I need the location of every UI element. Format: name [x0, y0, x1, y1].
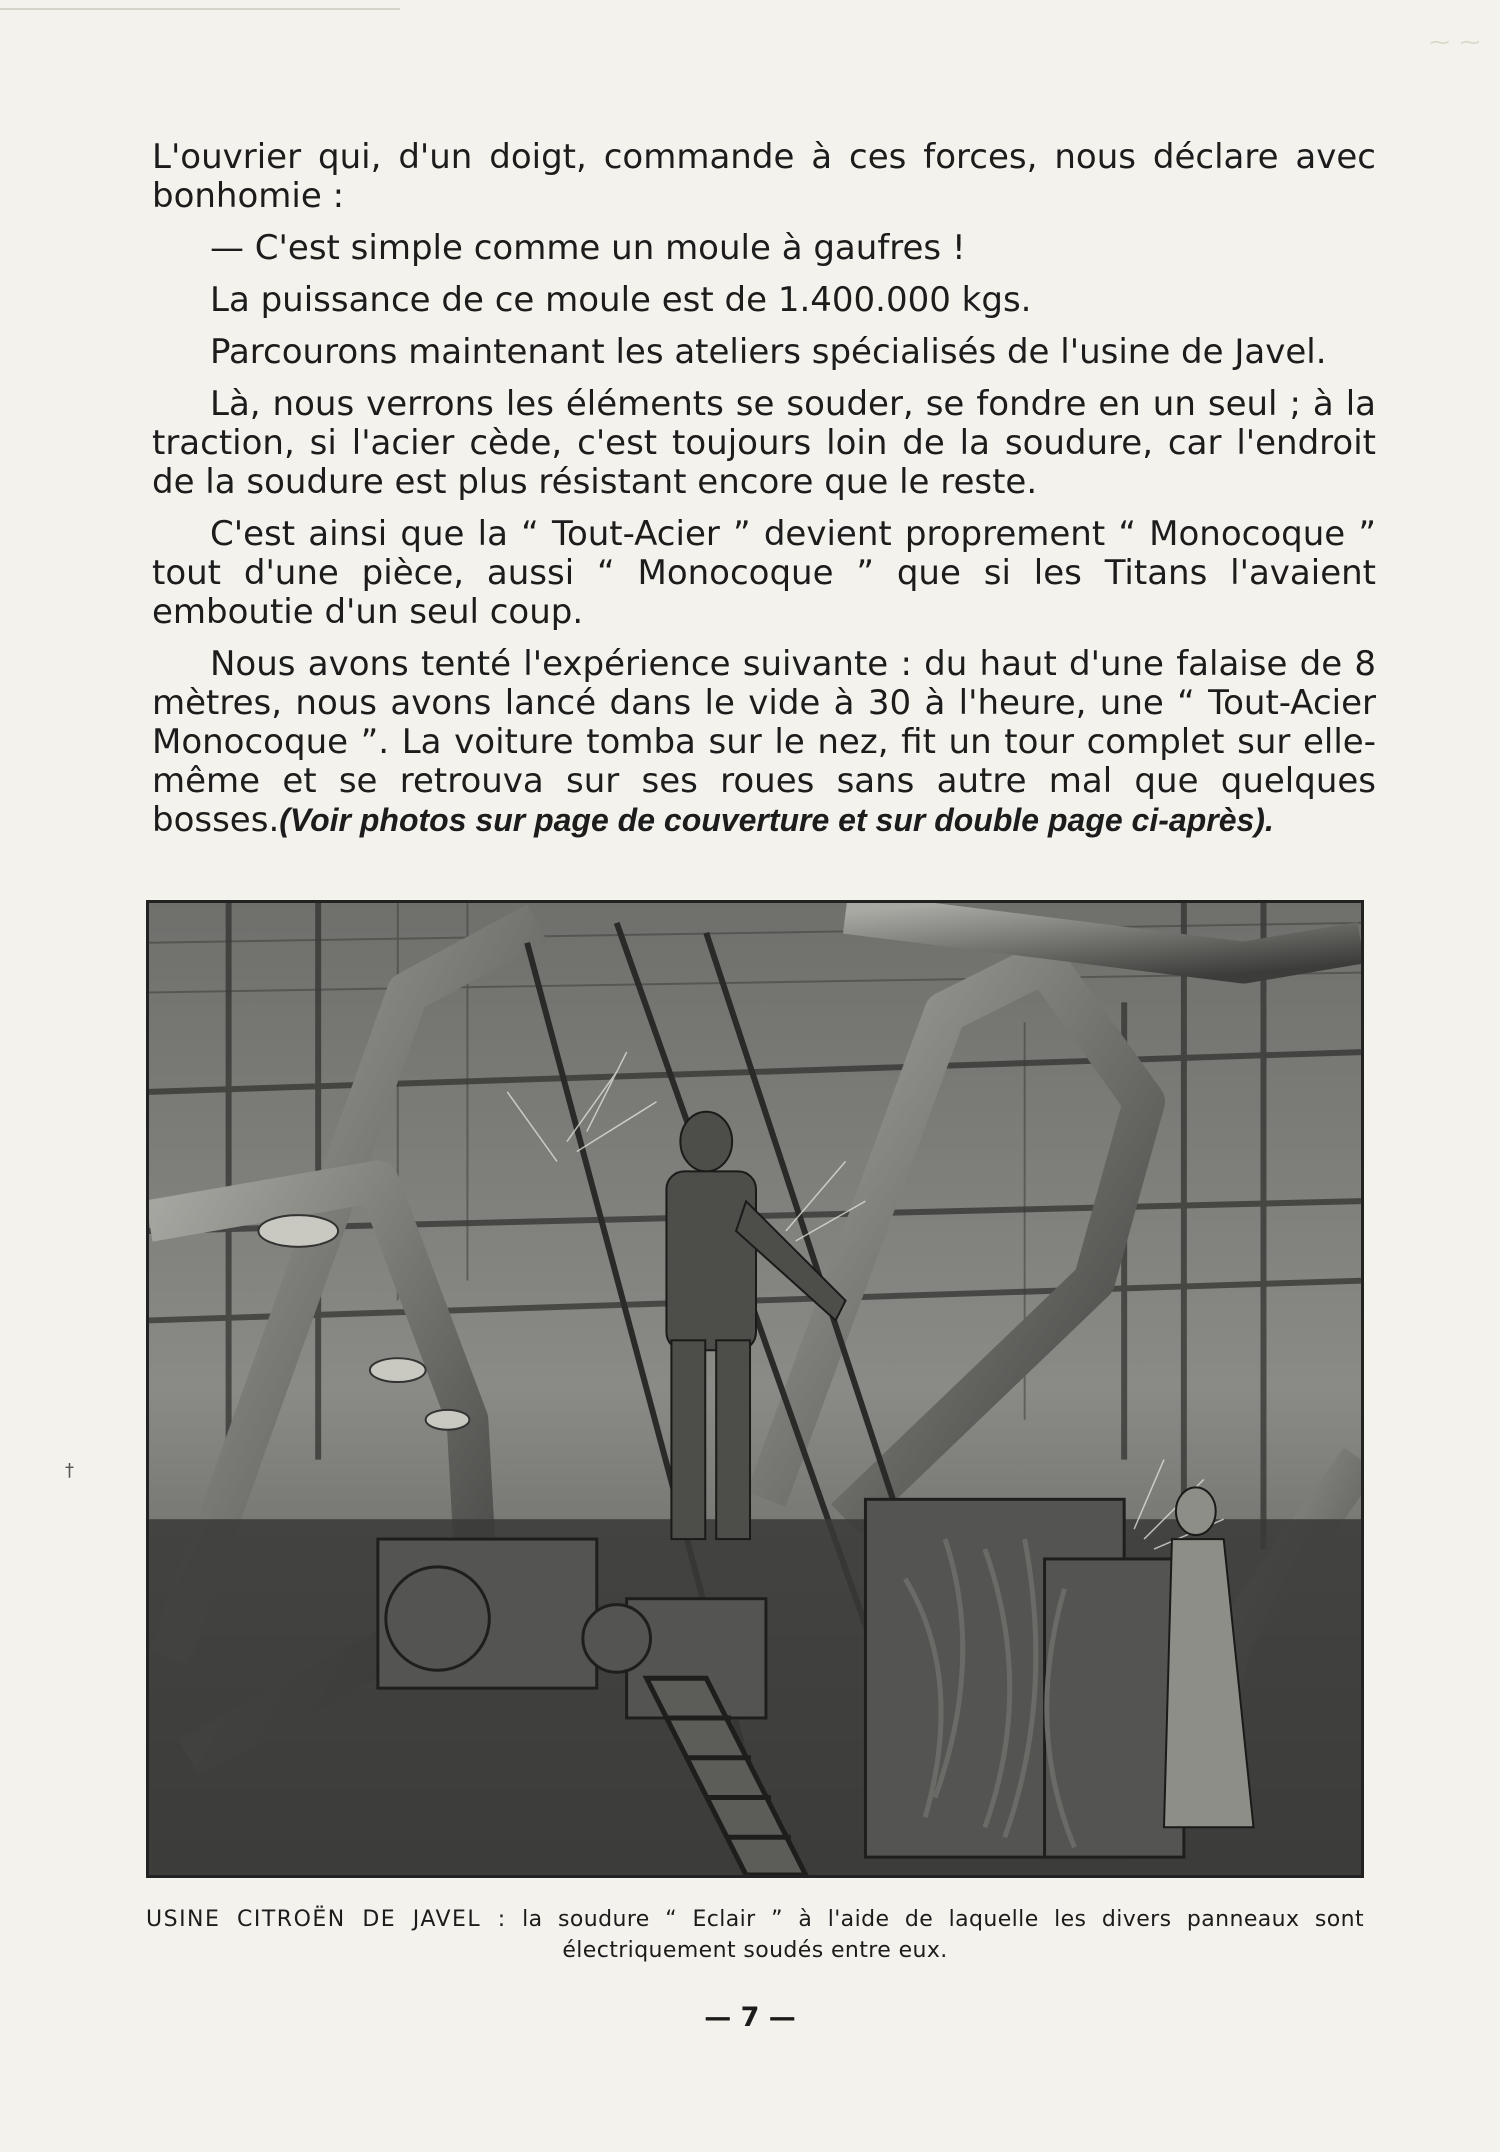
paragraph-2: — C'est simple comme un moule à gaufres ! — [210, 228, 966, 268]
factory-welding-photo — [146, 900, 1364, 1878]
margin-mark: † — [65, 1460, 74, 1481]
paragraph-4: Parcourons maintenant les ateliers spécialisés de l'usine de Javel. — [210, 332, 1327, 372]
welding-machine-illustration — [149, 903, 1361, 1875]
faint-corner-mark: ⁓ ⁓ — [1429, 30, 1482, 54]
photo-caption — [146, 1904, 1364, 1966]
paragraph-6: C'est ainsi que la “ Tout-Acier ” devient proprement “ Monocoque ” tout d'une pièce, aussi “ Monocoque ” que si les Titans l'avaient emboutie d'un seul coup. — [152, 514, 1376, 632]
paragraph-5: Là, nous verrons les éléments se souder, se fondre en un seul ; à la traction, si l'acier cède, c'est toujours loin de la soudure, car l'endroit de la soudure est plus résistant encore que le reste. — [152, 384, 1376, 502]
scan-edge-line — [0, 8, 400, 10]
paragraph-7 — [152, 645, 1376, 840]
photo-reference-note: (Voir photos sur page de couverture et sur double page ci-après). — [279, 802, 1274, 838]
paragraph-3: La puissance de ce moule est de 1.400.000 kgs. — [210, 280, 1032, 320]
caption-line-2: électriquement soudés entre eux. — [562, 1938, 948, 1963]
paragraph-1: L'ouvrier qui, d'un doigt, commande à ces forces, nous déclare avec bonhomie : — [152, 137, 1376, 216]
caption-line-1 — [146, 1904, 1364, 1935]
caption-label: USINE CITROËN DE JAVEL : — [146, 1907, 507, 1932]
paragraph-7-text: Nous avons tenté l'expérience suivante : du haut d'une falaise de 8 mètres, nous avons lancé dans le vide à 30 à l'heure, une “ Tout-Acier Monocoque ”. La voiture tomba sur le nez, fit un tour complet sur elle-même et se retrouva sur ses roues sans autre mal que quelques bosses. — [152, 644, 1376, 840]
body-text — [152, 138, 1376, 853]
caption-text-1: la soudure “ Eclair ” à l'aide de laquelle les divers panneaux sont — [522, 1907, 1364, 1932]
page-number: — 7 — — [704, 2002, 796, 2033]
